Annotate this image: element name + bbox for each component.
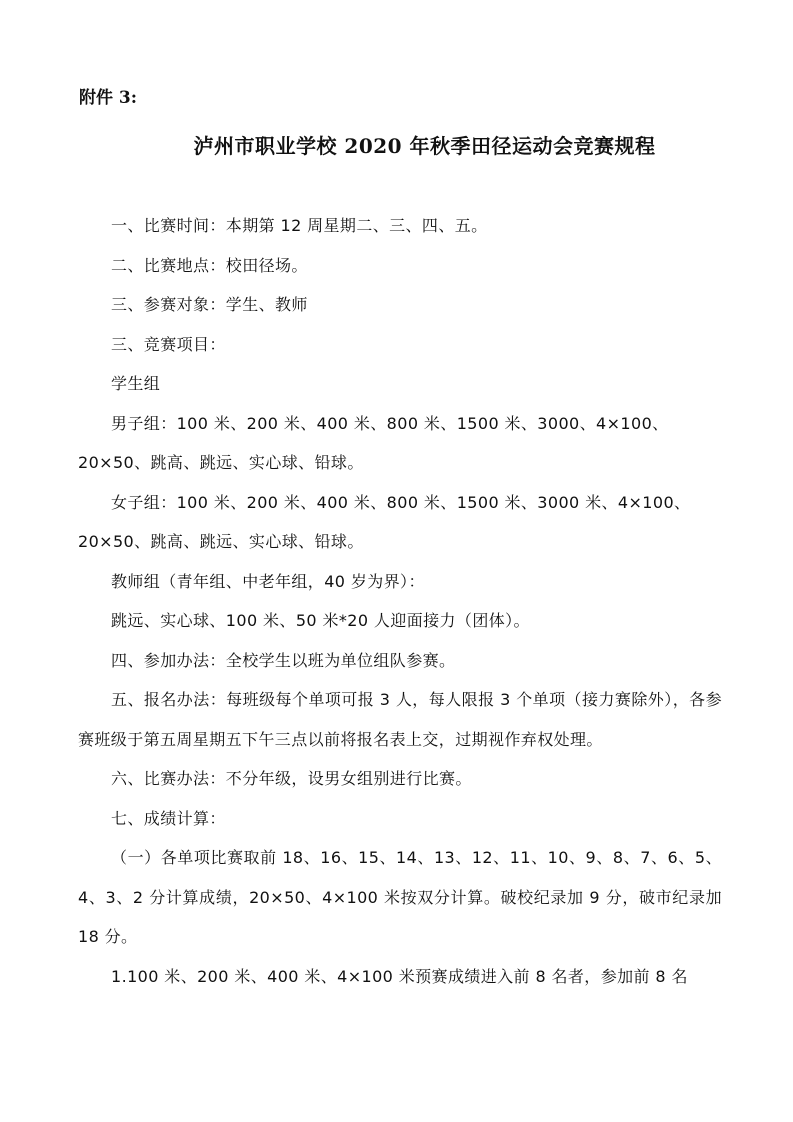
paragraph-events-heading: 三、竞赛项目： xyxy=(111,334,226,354)
attachment-label: 附件 3: xyxy=(79,88,138,108)
document-body xyxy=(78,206,722,996)
paragraph-scoring-heading: 七、成绩计算： xyxy=(111,808,226,828)
paragraph-men-events-cont: 20×50、跳高、跳远、实心球、铅球。 xyxy=(78,453,364,472)
paragraph-competition-venue: 二、比赛地点：校田径场。 xyxy=(111,255,308,275)
paragraph-registration-method: 五、报名办法：每班级每个单项可报 3 人，每人限报 3 个单项（接力赛除外），各参赛班级于第五周星期五下午三点以前将报名表上交，过期视作弃权处理。 xyxy=(78,690,722,749)
paragraph-competition-time: 一、比赛时间：本期第 12 周星期二、三、四、五。 xyxy=(111,216,488,235)
document-title: 泸州市职业学校 2020 年秋季田径运动会竞赛规程 xyxy=(193,134,656,158)
paragraph-men-events: 男子组：100 米、200 米、400 米、800 米、1500 米、3000、4×100、 xyxy=(111,413,669,433)
paragraph-teacher-group: 教师组（青年组、中老年组，40 岁为界）： xyxy=(111,571,425,591)
paragraph-scoring-rules: （一）各单项比赛取前 18、16、15、14、13、12、11、10、9、8、7、6、5、4、3、2 分计算成绩，20×50、4×100 米按双分计算。破校纪录加 9 分，破市纪录加 18 分。 xyxy=(78,848,722,946)
paragraph-participants: 三、参赛对象：学生、教师 xyxy=(111,295,308,314)
paragraph-heats-rule: 1.100 米、200 米、400 米、4×100 米预赛成绩进入前 8 名者，参加前 8 名 xyxy=(111,966,688,986)
paragraph-participation-method: 四、参加办法：全校学生以班为单位组队参赛。 xyxy=(111,650,456,670)
paragraph-women-events-cont: 20×50、跳高、跳远、实心球、铅球。 xyxy=(78,532,364,551)
paragraph-competition-method: 六、比赛办法：不分年级，设男女组别进行比赛。 xyxy=(111,769,472,788)
paragraph-teacher-events: 跳远、实心球、100 米、50 米*20 人迎面接力（团体）。 xyxy=(111,611,530,630)
paragraph-student-group: 学生组 xyxy=(111,374,161,393)
paragraph-women-events: 女子组：100 米、200 米、400 米、800 米、1500 米、3000 米、4×100、 xyxy=(111,492,691,512)
